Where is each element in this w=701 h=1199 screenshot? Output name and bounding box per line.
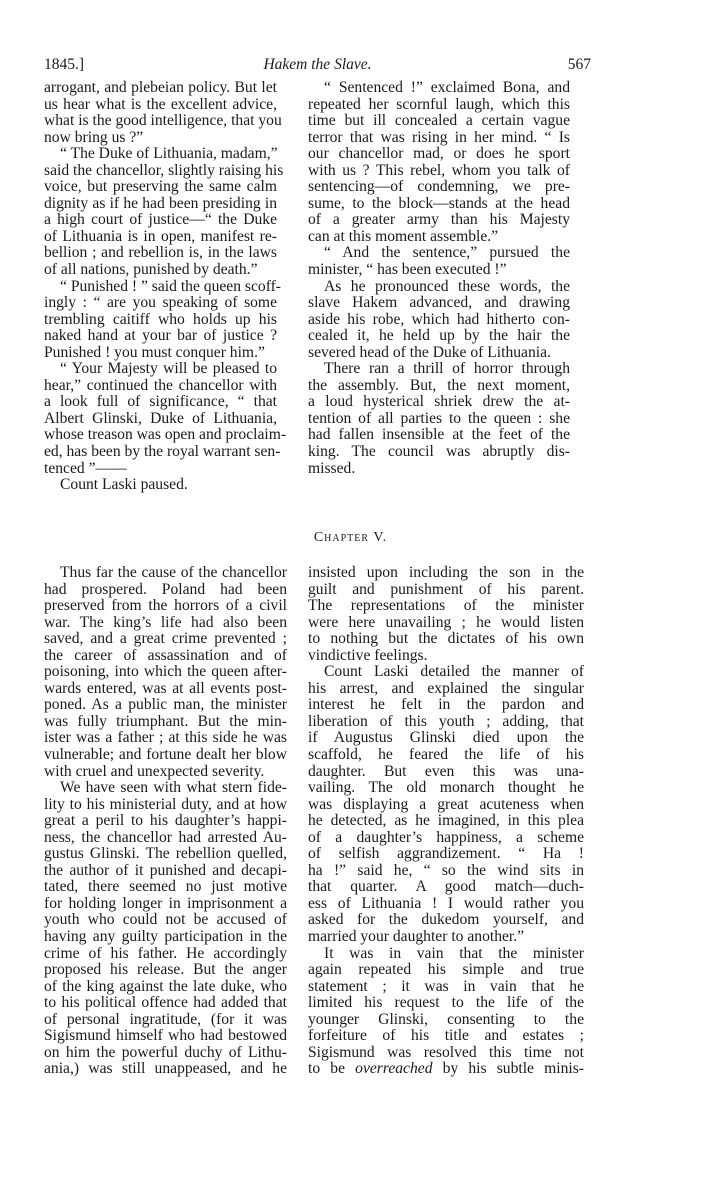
text-line: minister, “ has been executed !”	[308, 261, 507, 279]
text-line: younger Glinski, consenting to the	[308, 1010, 584, 1028]
text-line: the career of assassination and of	[44, 646, 287, 664]
text-line: having any guilty participation in the	[44, 928, 287, 946]
text-line: ingly : “ are you speaking of some	[44, 294, 277, 312]
text-line: for holding longer in imprisonment a	[44, 894, 287, 912]
text-line: king. The council was abruptly dis-	[308, 443, 570, 461]
text-line: again repeated his simple and true	[308, 961, 584, 979]
text-line: missed.	[308, 459, 356, 477]
text-line: ha !” said he, “ so the wind sits in	[308, 861, 584, 879]
text-line: that quarter. A good match—duch-	[308, 878, 584, 896]
text-line: statement ; it was in vain that he	[308, 977, 584, 995]
text-line: with cruel and unexpected severity.	[44, 762, 265, 780]
text-line: a loud hysterical shriek drew the at-	[308, 393, 570, 411]
text-line: sentencing—of condemning, we pre-	[308, 178, 570, 196]
text-line: repeated her scornful laugh, which this	[308, 95, 570, 113]
text-line: us hear what is the excellent advice,	[44, 95, 277, 113]
text-line: he detected, as he imagined, in this plea	[308, 812, 584, 830]
text-line: terror that was rising in her mind. “ Is	[308, 128, 570, 146]
text-line: on him the powerful duchy of Lithu-	[44, 1043, 287, 1061]
text-line: Albert Glinski, Duke of Lithuania,	[44, 409, 277, 427]
text-line: now bring us ?”	[44, 128, 144, 146]
text-line: war. The king’s life had also been	[44, 613, 287, 631]
text-line: ess of Lithuania ! I would rather you	[308, 894, 584, 912]
text-line: time but ill concealed a certain vague	[308, 112, 570, 130]
text-line: wards entered, was at all events post-	[44, 679, 287, 697]
text-line: asked for the dukedom yourself, and	[308, 911, 584, 929]
text-line: of a greater army than his Majesty	[308, 211, 570, 229]
text-line: of all nations, punished by death.”	[44, 261, 258, 279]
text-line: arrogant, and plebeian policy. But let	[44, 79, 277, 96]
text-line: bellion ; and rebellion is, in the laws	[44, 244, 277, 262]
text-line: ed, has been by the royal warrant sen-	[44, 443, 281, 461]
text-line: dignity as if he had been presiding in	[44, 194, 277, 212]
text-line: hear,” continued the chancellor with	[44, 376, 277, 394]
text-line: The representations of the minister	[308, 597, 584, 615]
text-line: “ Punished ! ” said the queen scoff-	[60, 277, 281, 295]
text-line: were here unavailing ; he would listen	[308, 613, 584, 631]
text-line: vulnerable; and fortune dealt her blow	[44, 746, 287, 764]
text-line: what is the good intelligence, that you	[44, 112, 282, 130]
text-line: to nothing but the dictates of his own	[308, 630, 584, 648]
text-line: We have seen with what stern fide-	[60, 779, 287, 797]
text-line: trembling caitiff who holds up his	[44, 310, 277, 328]
text-line: slave Hakem advanced, and drawing	[308, 294, 570, 312]
text-line: if Augustus Glinski died upon the	[308, 729, 584, 747]
text-line: was fully triumphant. But the min-	[44, 712, 287, 730]
bottom-right-column	[308, 565, 584, 1078]
text-line: said the chancellor, slightly raising his	[44, 161, 284, 179]
text-line: naked hand at your bar of justice ?	[44, 327, 277, 345]
italic-word: overreached	[355, 1060, 433, 1078]
text-line: scaffold, he feared the life of his	[308, 746, 584, 764]
bottom-left-column	[44, 565, 287, 1078]
text-line: of Lithuania is in open, manifest re-	[44, 227, 277, 245]
text-line: liberation of this youth ; adding, that	[308, 712, 584, 730]
text-line: severed head of the Duke of Lithuania.	[308, 343, 551, 361]
text-line: “ Your Majesty will be pleased to	[60, 360, 277, 378]
text-line: “ The Duke of Lithuania, madam,”	[60, 145, 278, 163]
text-line: Sigismund was resolved this time not	[308, 1043, 584, 1061]
header-title: Hakem the Slave.	[263, 56, 372, 73]
text-line: vailing. The old monarch thought he	[308, 779, 584, 797]
text-line: the author of it punished and decapi-	[44, 861, 287, 879]
text-line: daughter. But even this was una-	[308, 762, 584, 780]
text-line: guilt and punishment of his parent.	[308, 580, 584, 598]
text-line: tention of all parties to the queen : she	[308, 409, 570, 427]
text-line: the assembly. But, the next moment,	[308, 376, 570, 394]
text-line: a high court of justice—“ the Duke	[44, 211, 277, 229]
text-line: cealed it, he held up by the hair the	[308, 327, 570, 345]
text-line: Thus far the cause of the chancellor	[60, 564, 287, 581]
text-line: tated, there seemed no just motive	[44, 878, 287, 896]
top-left-column	[44, 79, 287, 494]
text-line: crime of his father. He accordingly	[44, 944, 287, 962]
text-line: saved, and a great crime prevented ;	[44, 630, 287, 648]
text-line: Count Laski paused.	[60, 476, 188, 494]
text-line: great a peril to his daughter’s happi-	[44, 812, 287, 830]
text-line: insisted upon including the son in the	[308, 564, 584, 581]
text-line: preserved from the horrors of a civil	[44, 597, 287, 615]
text-line: “ Sentenced !” exclaimed Bona, and	[324, 79, 570, 96]
text-line: vindictive feelings.	[308, 646, 428, 664]
text-line: voice, but preserving the same calm	[44, 178, 277, 196]
page-number: 567	[567, 56, 591, 73]
text-line: his arrest, and explained the singular	[308, 679, 584, 697]
text-line: of personal ingratitude, (for it was	[44, 1010, 287, 1028]
text-line: to be overreached by his subtle minis-	[308, 1060, 584, 1078]
text-line: There ran a thrill of horror through	[324, 360, 570, 378]
text-line: of selfish aggrandizement. “ Ha !	[308, 845, 584, 863]
text-line: Sigismund himself who had bestowed	[44, 1027, 287, 1045]
text-line: ness, the chancellor had arrested Au-	[44, 828, 287, 846]
text-line: “ And the sentence,” pursued the	[324, 244, 570, 262]
text-line: As he pronounced these words, the	[324, 277, 570, 295]
top-right-column	[308, 80, 570, 477]
chapter-heading-text: Chapter V.	[313, 530, 388, 545]
text-line: a look full of significance, “ that	[44, 393, 277, 411]
text-line: whose treason was open and proclaim-	[44, 426, 287, 444]
text-line: our chancellor mad, or does he sport	[308, 145, 570, 163]
text-line: had prospered. Poland had been	[44, 580, 287, 598]
text-line: ister was a father ; at this side he was	[44, 729, 287, 747]
text-line: of the king against the late duke, who	[44, 977, 287, 995]
text-line: gustus Glinski. The rebellion quelled,	[44, 845, 287, 863]
text-line: to his political offence had added that	[44, 994, 287, 1012]
text-line: had fallen insensible at the feet of the	[308, 426, 570, 444]
text-line: lity to his ministerial duty, and at how	[44, 795, 287, 813]
text-line: limited his request to the life of the	[308, 994, 584, 1012]
text-line: married your daughter to another.”	[308, 928, 525, 946]
text-line: tenced ”——	[44, 459, 127, 477]
header-year: 1845.]	[44, 56, 85, 73]
running-header	[44, 56, 591, 76]
text-line: forfeiture of his title and estates ;	[308, 1027, 584, 1045]
text-line: with us ? This rebel, whom you talk of	[308, 161, 570, 179]
text-line: of a daughter’s happiness, a scheme	[308, 828, 584, 846]
text-line: proposed his release. But the anger	[44, 961, 287, 979]
chapter-heading	[0, 530, 701, 546]
text-line: ania,) was still unappeased, and he	[44, 1060, 287, 1078]
text-line: was displaying a great acuteness when	[308, 795, 584, 813]
text-line: sume, to the block—stands at the head	[308, 194, 570, 212]
text-line: It was in vain that the minister	[324, 944, 584, 962]
text-line: poisoning, into which the queen after-	[44, 663, 287, 681]
text-line: Punished ! you must conquer him.”	[44, 343, 265, 361]
text-line: youth who could not be accused of	[44, 911, 287, 929]
text-line: poned. As a public man, the minister	[44, 696, 287, 714]
text-line: Count Laski detailed the manner of	[324, 663, 584, 681]
text-line: aside his robe, which had hitherto con-	[308, 310, 570, 328]
text-line: interest he felt in the pardon and	[308, 696, 584, 714]
text-line: can at this moment assemble.”	[308, 227, 499, 245]
